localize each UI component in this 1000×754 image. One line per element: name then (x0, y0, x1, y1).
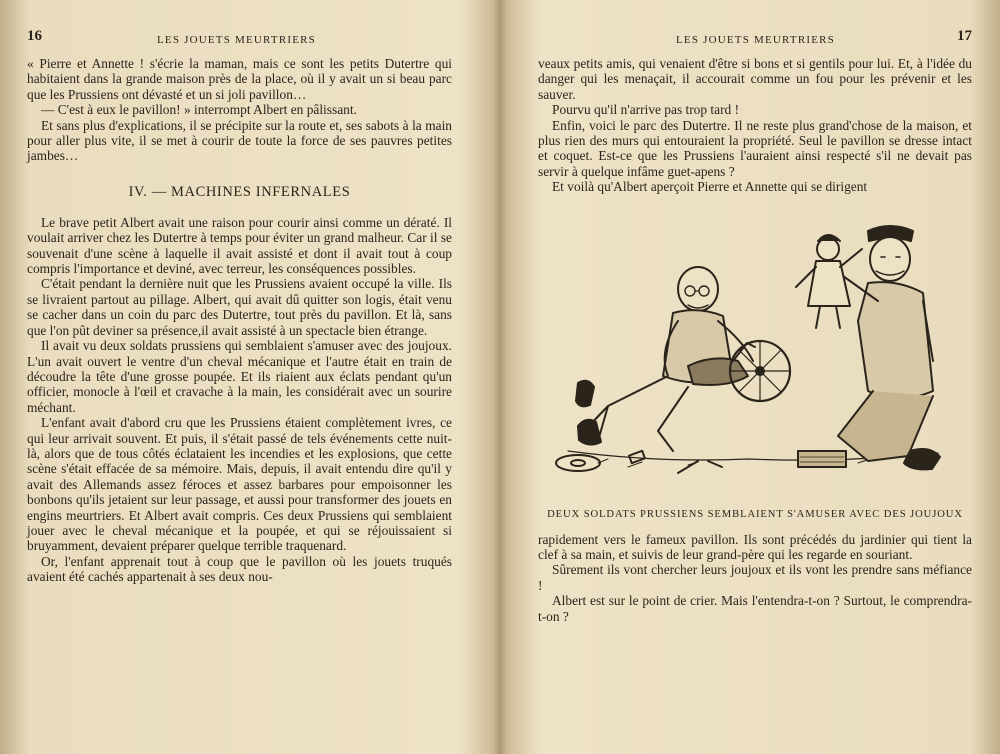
right-page (500, 0, 1000, 754)
paragraph: Il avait vu deux soldats prussiens qui semblaient s'amuser avec des joujoux. L'un avait ouvert le ventre d'un cheval mécanique et l'autre était en train de découdre la tête d'une grosse poupée. Et ils riaient aux éclats pendant qu'un officier, monocle à l'œil et cravache à la main, les considérait avec un sourire méchant. (27, 338, 452, 415)
paragraph: Sûrement ils vont chercher leurs joujoux et ils vont les prendre sans méfiance ! (538, 562, 972, 593)
paragraph: rapidement vers le fameux pavillon. Ils sont précédés du jardinier qui tient la clef à sa main, et suivis de leur grand-père qui les regarde en souriant. (538, 531, 972, 563)
paragraph: « Pierre et Annette ! s'écrie la maman, mais ce sont les petits Dutertre qui habitaient dans la grande maison près de la place, où il y avait un si beau parc que les Prussiens ont dévasté et un si joli pavillon… (27, 56, 452, 102)
running-head-right (538, 30, 972, 56)
illustration-two-soldiers-with-toys-icon (538, 201, 978, 501)
page-number-right: 17 (957, 28, 972, 44)
running-head-title-right: LES JOUETS MEURTRIERS (676, 34, 835, 46)
illustration-caption: DEUX SOLDATS PRUSSIENS SEMBLAIENT S'AMUSER AVEC DES JOUJOUX (547, 508, 963, 520)
page-number-left: 16 (27, 28, 42, 44)
paragraph: Et voilà qu'Albert aperçoit Pierre et Annette qui se dirigent (552, 179, 868, 195)
chapter-heading: IV. — MACHINES INFERNALES (128, 183, 351, 200)
paragraph: C'était pendant la dernière nuit que les Prussiens avaient occupé la ville. Ils se livraient partout au pillage. Albert, qui avait dû quitter son logis, était venu se cacher dans un coin du parc des Dutertre, tout près du pavillon. Et là, sans que l'on pût deviner sa présence,il avait assisté à un spectacle bien étrange. (27, 276, 452, 338)
paragraph: Or, l'enfant apprenait tout à coup que le pavillon où les jouets truqués avaient été cachés appartenait à ses deux nou- (27, 553, 452, 585)
paragraph: L'enfant avait d'abord cru que les Prussiens étaient complètement ivres, ce qui leur arrivait souvent. Et puis, il s'était passé de tels événements cette nuit-là, alors que de tous côtés éclataient les incendies et les explosions, que cette scène s'était effacée de sa mémoire. Mais, depuis, il avait entendu dire qu'il y avait des Allemands assez féroces et assez barbares pour empoisonner les bonbons qu'ils jetaient sur leur passage, et aussi pour transformer des jouets en engins meurtriers. Et Albert avait compris. Ces deux Prussiens qui semblaient jouer avec le cheval mécanique et la poupée, et qui se réjouissaient si bruyamment, devaient préparer quelque terrible traquenard. (27, 415, 452, 554)
paragraph: — C'est à eux le pavillon! » interrompt Albert en pâlissant. (41, 102, 357, 118)
paragraph: Enfin, voici le parc des Dutertre. Il ne reste plus grand'chose de la maison, et plus rien des murs qui entouraient la propriété. Seul le pavillon se dresse intact et coquet. Est-ce que les Prussiens l'auraient ainsi respecté s'il ne devait pas servir à quelque infâme guet-apens ? (538, 117, 972, 179)
paragraph: Le brave petit Albert avait une raison pour courir ainsi comme un dératé. Il voulait arriver chez les Dutertre à temps pour éviter un grand malheur. Car il se souvenait d'une scène à laquelle il avait assisté et dont il avait tout à coup compris l'importance et deviné, avec terreur, les conséquences possibles. (27, 214, 452, 277)
paragraph: Albert est sur le point de crier. Mais l'entendra-t-on ? Surtout, le comprendra-t-on ? (538, 593, 972, 624)
paragraph: veaux petits amis, qui venaient d'être si bons et si gentils pour lui. Et, à l'idée du danger qui les menaçait, il accourait comme un fou pour les prévenir et les sauver. (538, 56, 972, 102)
paragraph: Pourvu qu'il n'arrive pas trop tard ! (552, 102, 740, 118)
paragraph: Et sans plus d'explications, il se précipite sur la route et, ses sabots à la main pour aller plus vite, il se met à courir de toute la force de ses pauvres petites jambes… (27, 117, 452, 164)
running-head-left (27, 30, 452, 56)
running-head-title-left: LES JOUETS MEURTRIERS (157, 34, 316, 46)
illustration (538, 201, 978, 501)
